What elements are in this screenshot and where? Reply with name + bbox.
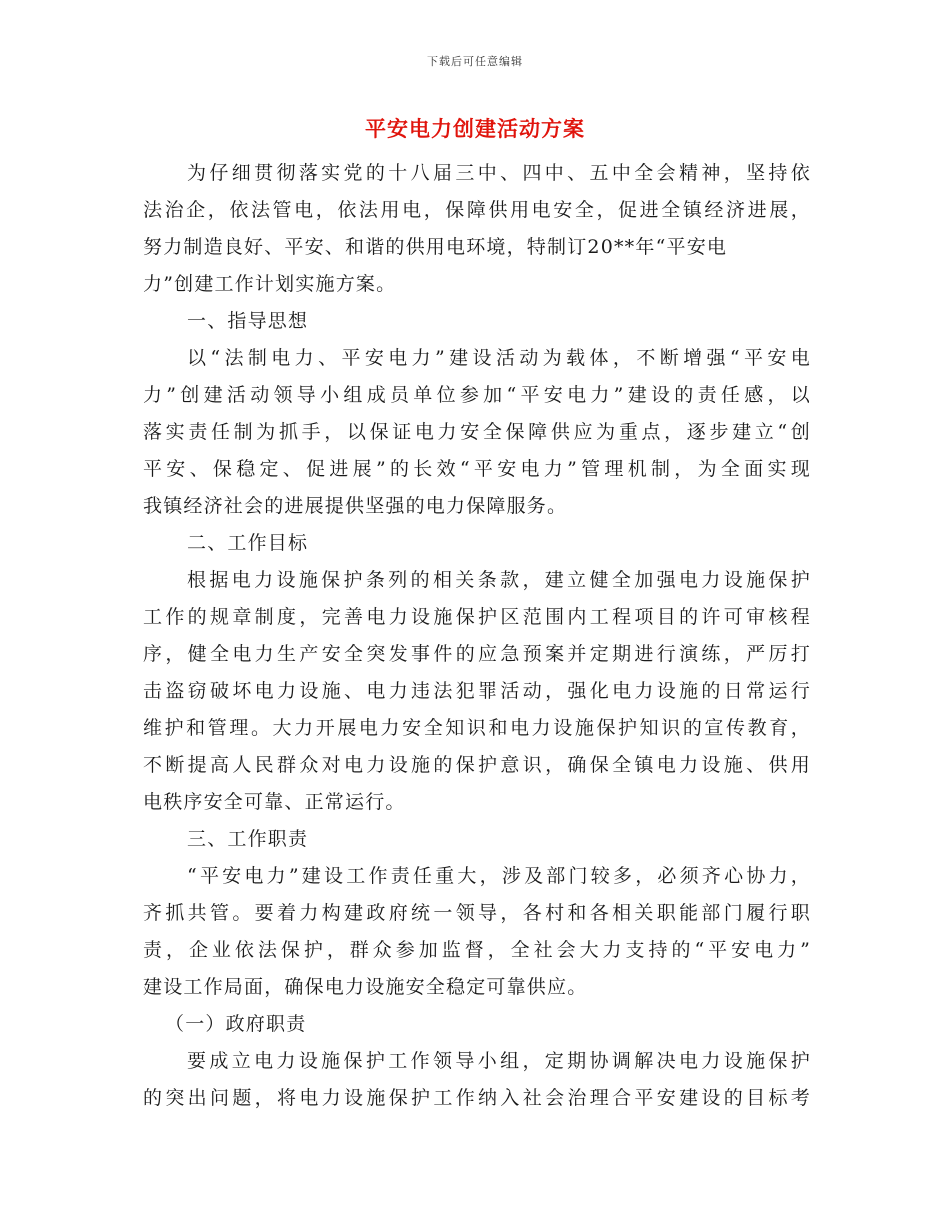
- body-line: 三、工作职责: [187, 828, 309, 850]
- body-line: 电秩序安全可靠、正常运行。: [143, 791, 406, 813]
- document-title: 平安电力创建活动方案: [365, 116, 585, 141]
- body-line: 法治企，依法管电，依法用电，保障供用电安全，促进全镇经济进展，: [143, 199, 811, 221]
- body-line: 为仔细贯彻落实党的十八届三中、四中、五中全会精神，坚持依: [187, 162, 811, 184]
- body-line: 一、指导思想: [187, 310, 309, 332]
- body-line: 根据电力设施保护条列的相关条款，建立健全加强电力设施保护: [187, 569, 811, 591]
- body-line: 击盗窃破坏电力设施、电力违法犯罪活动，强化电力设施的日常运行: [143, 680, 811, 702]
- header-note: 下载后可任意编辑: [427, 55, 523, 68]
- body-line: 以“法制电力、平安电力”建设活动为载体，不断增强“平安电: [187, 347, 811, 369]
- body-line: 二、工作目标: [187, 532, 309, 554]
- body-line: 力”创建活动领导小组成员单位参加“平安电力”建设的责任感，以: [143, 384, 811, 406]
- body-line: 责，企业依法保护，群众参加监督，全社会大力支持的“平安电力”: [143, 939, 811, 961]
- body-line: 不断提高人民群众对电力设施的保护意识，确保全镇电力设施、供用: [143, 754, 811, 776]
- body-line: 齐抓共管。要着力构建政府统一领导，各村和各相关职能部门履行职: [143, 902, 811, 924]
- body-line: 工作的规章制度，完善电力设施保护区范围内工程项目的许可审核程: [143, 606, 811, 628]
- body-line: 要成立电力设施保护工作领导小组，定期协调解决电力设施保护: [187, 1050, 811, 1072]
- body-line: 我镇经济社会的进展提供坚强的电力保障服务。: [143, 495, 568, 517]
- body-line: （一）政府职责: [165, 1013, 307, 1035]
- body-line: 序，健全电力生产安全突发事件的应急预案并定期进行演练，严厉打: [143, 643, 811, 665]
- body-line: 维护和管理。大力开展电力安全知识和电力设施保护知识的宣传教育，: [143, 717, 811, 739]
- body-line: 建设工作局面，确保电力设施安全稳定可靠供应。: [143, 976, 588, 998]
- body-line: 落实责任制为抓手，以保证电力安全保障供应为重点，逐步建立“创: [143, 421, 811, 443]
- body-line: 平安、保稳定、促进展”的长效“平安电力”管理机制，为全面实现: [143, 458, 811, 480]
- body-line: 努力制造良好、平安、和谐的供用电环境，特制订20**年“平安电: [143, 236, 728, 258]
- document-body: [143, 155, 811, 1117]
- body-line: “平安电力”建设工作责任重大，涉及部门较多，必须齐心协力，: [187, 865, 811, 887]
- body-line: 的突出问题，将电力设施保护工作纳入社会治理合平安建设的目标考: [143, 1087, 811, 1109]
- body-line: 力”创建工作计划实施方案。: [143, 273, 397, 295]
